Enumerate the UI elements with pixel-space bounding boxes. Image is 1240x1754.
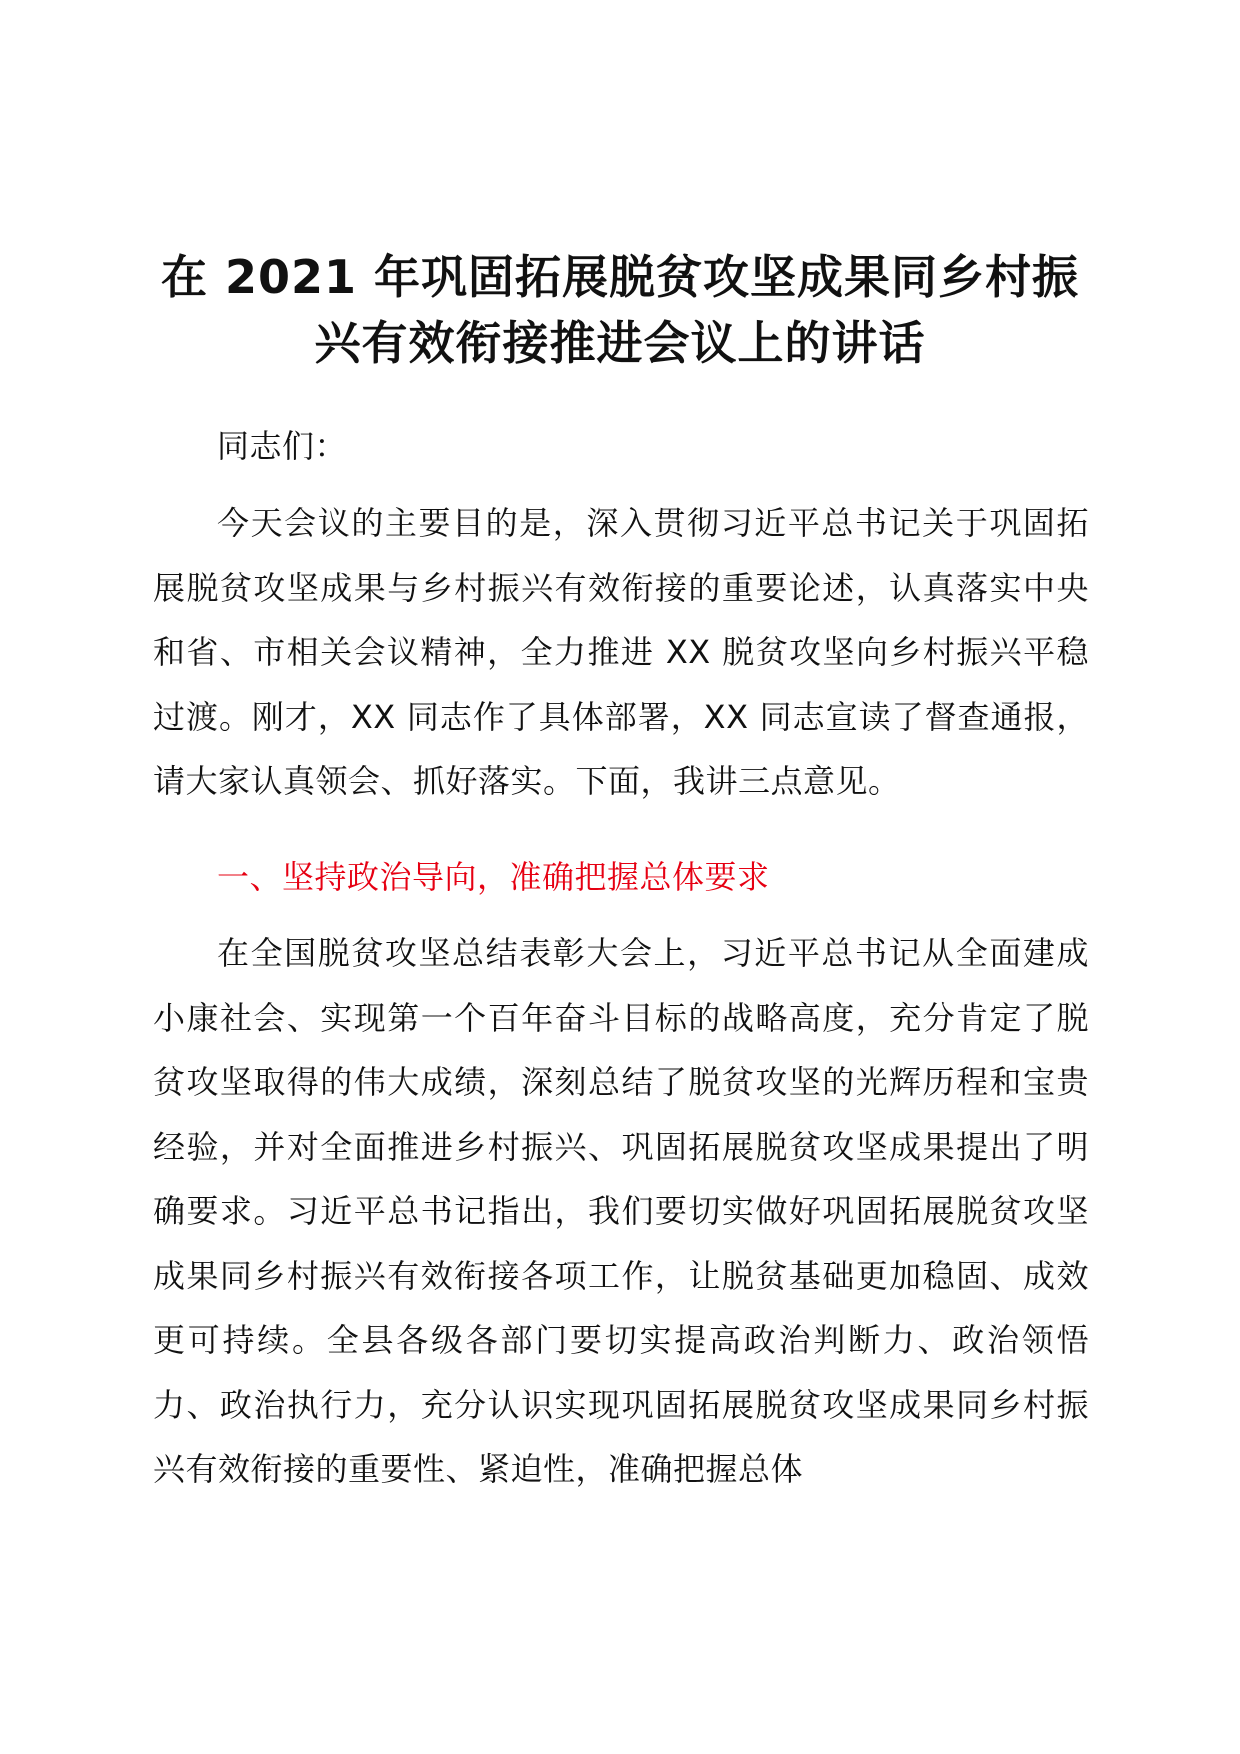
section-heading-1: 一、坚持政治导向，准确把握总体要求 bbox=[217, 858, 770, 896]
document-title: 在 2021 年巩固拓展脱贫攻坚成果同乡村振兴有效衔接推进会议上的讲话 bbox=[160, 250, 1080, 370]
paragraph-1: 今天会议的主要目的是，深入贯彻习近平总书记关于巩固拓展脱贫攻坚成果与乡村振兴有效衔接的重要论述，认真落实中央和省、市相关会议精神，全力推进 XX 脱贫攻坚向乡村振兴平稳过渡。刚才，XX 同志作了具体部署，XX 同志宣读了督查通报，请大家认真领会、抓好落实。下面，我讲三点意见。 bbox=[153, 504, 1089, 800]
paragraph-2: 在全国脱贫攻坚总结表彰大会上，习近平总书记从全面建成小康社会、实现第一个百年奋斗目标的战略高度，充分肯定了脱贫攻坚取得的伟大成绩，深刻总结了脱贫攻坚的光辉历程和宝贵经验，并对全面推进乡村振兴、巩固拓展脱贫攻坚成果提出了明确要求。习近平总书记指出，我们要切实做好巩固拓展脱贫攻坚成果同乡村振兴有效衔接各项工作，让脱贫基础更加稳固、成效更可持续。全县各级各部门要切实提高政治判断力、政治领悟力、政治执行力，充分认识实现巩固拓展脱贫攻坚成果同乡村振兴有效衔接的重要性、紧迫性，准确把握总体 bbox=[153, 934, 1089, 1488]
salutation: 同志们： bbox=[217, 427, 348, 465]
